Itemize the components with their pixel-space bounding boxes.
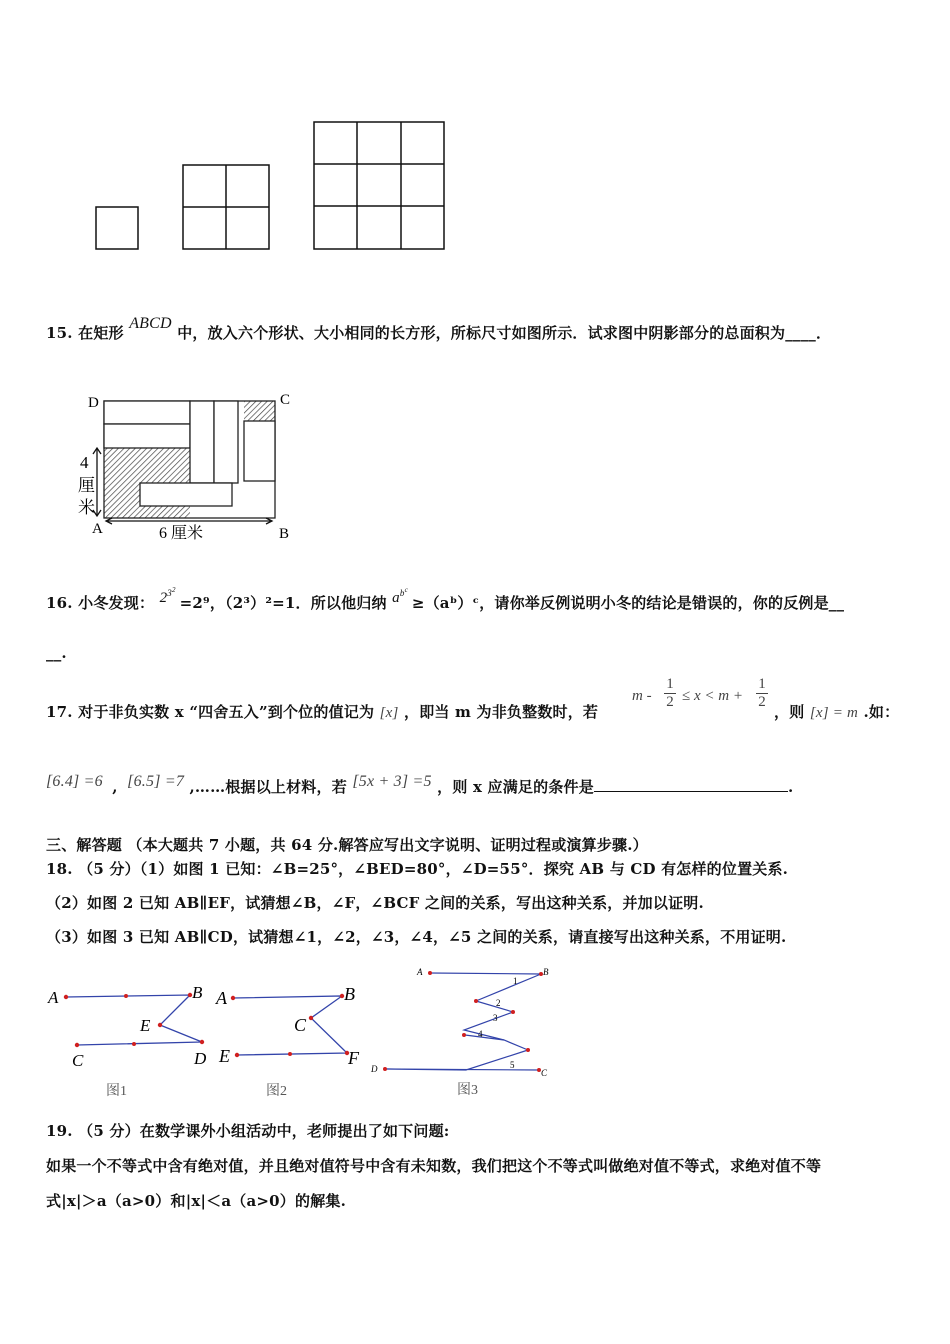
square-3x3 xyxy=(314,122,444,249)
q17-frac-2 xyxy=(756,676,768,711)
label-6cm: 6 厘米 xyxy=(159,525,204,542)
fig1-D: D xyxy=(194,1049,207,1068)
fig3-caption: 图3 xyxy=(457,1083,478,1098)
q17-ex3: [5x + 3] =5 xyxy=(352,773,432,790)
rectangle-figure xyxy=(78,388,297,542)
q18-line3: （3）如图 3 已知 AB∥CD，试猜想∠1，∠2，∠3，∠4，∠5 之间的关系，请直接写出这种关系，不用证明. xyxy=(46,928,787,946)
q16-power-1 xyxy=(159,586,180,606)
q17-t2: ，即当 m 为非负整数时，若 xyxy=(404,703,599,721)
q16-base1: 2 xyxy=(159,590,168,606)
q16-exp2b: c xyxy=(404,586,408,594)
q16-t2: =2⁹，（2³）²=1．所以他归纳 xyxy=(179,594,387,612)
q16-exp1: 3 xyxy=(167,588,172,598)
fig3-angle-5: 5 xyxy=(510,1060,515,1070)
q17-inequality xyxy=(632,676,772,722)
q19-line3: 式|x|＞a（a>0）和|x|＜a（a>0）的解集. xyxy=(46,1192,347,1210)
q17-t6: ，则 x 应满足的条件是 xyxy=(437,778,594,796)
square-1x1 xyxy=(96,207,138,249)
q17-ex1: [6.4] =6 xyxy=(46,773,103,790)
figure-2 xyxy=(214,978,374,1098)
q17-frac-1-den: 2 xyxy=(664,693,676,711)
q17-bx: [x] xyxy=(379,705,399,721)
q17-frac-2-den: 2 xyxy=(756,693,768,711)
q15-number: 15. xyxy=(46,324,73,342)
fig1-caption: 图1 xyxy=(106,1084,127,1099)
fig1-C: C xyxy=(72,1051,84,1070)
q17-frac-1 xyxy=(664,676,676,711)
fig3-A: A xyxy=(417,967,423,977)
q16-t1: 小冬发现： xyxy=(78,594,155,612)
question-17-line2 xyxy=(46,773,794,797)
q16-power-2 xyxy=(392,586,412,606)
label-A: A xyxy=(92,521,103,537)
shaded-region-top-right xyxy=(244,401,275,421)
fig3-angle-4: 4 xyxy=(478,1029,483,1039)
fig1-B: B xyxy=(192,983,203,1002)
q18-line1: 18. （5 分）（1）如图 1 已知：∠B=25°，∠BED=80°，∠D=55°．探究 AB 与 CD 有怎样的位置关系. xyxy=(46,860,789,878)
q16-t3: ≥（aᵇ）ᶜ，请你举反例说明小冬的结论是错误的，你的反例是__ xyxy=(411,594,845,612)
q17-t1: 对于非负实数 x “四舍五入”到个位的值记为 xyxy=(78,703,375,721)
label-cm-v1: 厘 xyxy=(78,476,95,495)
q15-pre: 在矩形 xyxy=(78,324,124,342)
q17-t3: ，则 xyxy=(774,703,805,721)
q19-line2: 如果一个不等式中含有绝对值，并且绝对值符号中含有未知数，我们把这个不等式叫做绝对值不等式，求绝对值不等 xyxy=(46,1157,822,1175)
q17-t4: .如： xyxy=(863,703,900,721)
q17-sep1: , xyxy=(112,778,118,796)
q16-exp2: b xyxy=(399,588,405,598)
q17-number: 17. xyxy=(46,703,73,721)
figure-3 xyxy=(365,962,565,1097)
label-B: B xyxy=(279,526,290,542)
q18-line2: （2）如图 2 已知 AB∥EF，试猜想∠B，∠F，∠BCF 之间的关系，写出这种关系，并加以证明. xyxy=(46,894,704,912)
question-16 xyxy=(46,586,845,613)
q17-tail xyxy=(774,701,899,722)
q16-number: 16. xyxy=(46,594,73,612)
label-cm-v2: 米 xyxy=(78,498,95,517)
fig1-E: E xyxy=(140,1016,151,1035)
fig2-C: C xyxy=(294,1015,307,1035)
fig2-caption: 图2 xyxy=(266,1084,287,1099)
q17-ineq-b: ≤ x < m + xyxy=(682,688,743,704)
section-3-heading: 三、解答题 （本大题共 7 小题，共 64 分.解答应写出文字说明、证明过程或演算步骤.） xyxy=(46,836,648,854)
squares-figure xyxy=(90,115,455,260)
fig2-F: F xyxy=(348,1048,359,1068)
label-C: C xyxy=(280,392,291,408)
question-16-line2: __. xyxy=(46,644,67,662)
q17-eq: [x] = m xyxy=(809,705,859,721)
fig3-B: B xyxy=(543,967,549,977)
label-D: D xyxy=(88,395,99,411)
fig1-A: A xyxy=(48,988,59,1007)
fig2-A: A xyxy=(216,988,227,1008)
square-2x2 xyxy=(183,165,269,249)
q16-exp1b: 2 xyxy=(172,586,176,594)
label-4: 4 xyxy=(80,453,89,472)
fig3-angle-3: 3 xyxy=(493,1013,498,1023)
q17-ineq-a: m - xyxy=(632,688,652,704)
q17-end: . xyxy=(787,778,794,796)
fig2-E: E xyxy=(219,1046,230,1066)
q15-post: 中，放入六个形状、大小相同的长方形，所标尺寸如图所示．试求图中阴影部分的总面积为____． xyxy=(177,324,832,342)
q15-abcd: ABCD xyxy=(129,315,172,332)
question-15 xyxy=(46,315,832,343)
question-17 xyxy=(46,701,598,722)
q17-frac-2-num: 1 xyxy=(758,676,766,692)
q17-t5: ,……根据以上材料，若 xyxy=(189,778,347,796)
q19-line1: 19. （5 分）在数学课外小组活动中，老师提出了如下问题: xyxy=(46,1122,450,1140)
q17-frac-1-num: 1 xyxy=(666,676,674,692)
q16-base2: a xyxy=(392,590,400,606)
fig2-B: B xyxy=(344,984,355,1004)
q17-answer-blank[interactable] xyxy=(594,777,788,792)
q17-ex2: [6.5] =7 xyxy=(127,773,185,790)
fig3-angle-2: 2 xyxy=(496,998,501,1008)
figure-1 xyxy=(44,978,219,1098)
fig3-angle-1: 1 xyxy=(513,976,518,986)
fig3-C: C xyxy=(541,1068,548,1078)
fig3-D: D xyxy=(371,1064,378,1074)
